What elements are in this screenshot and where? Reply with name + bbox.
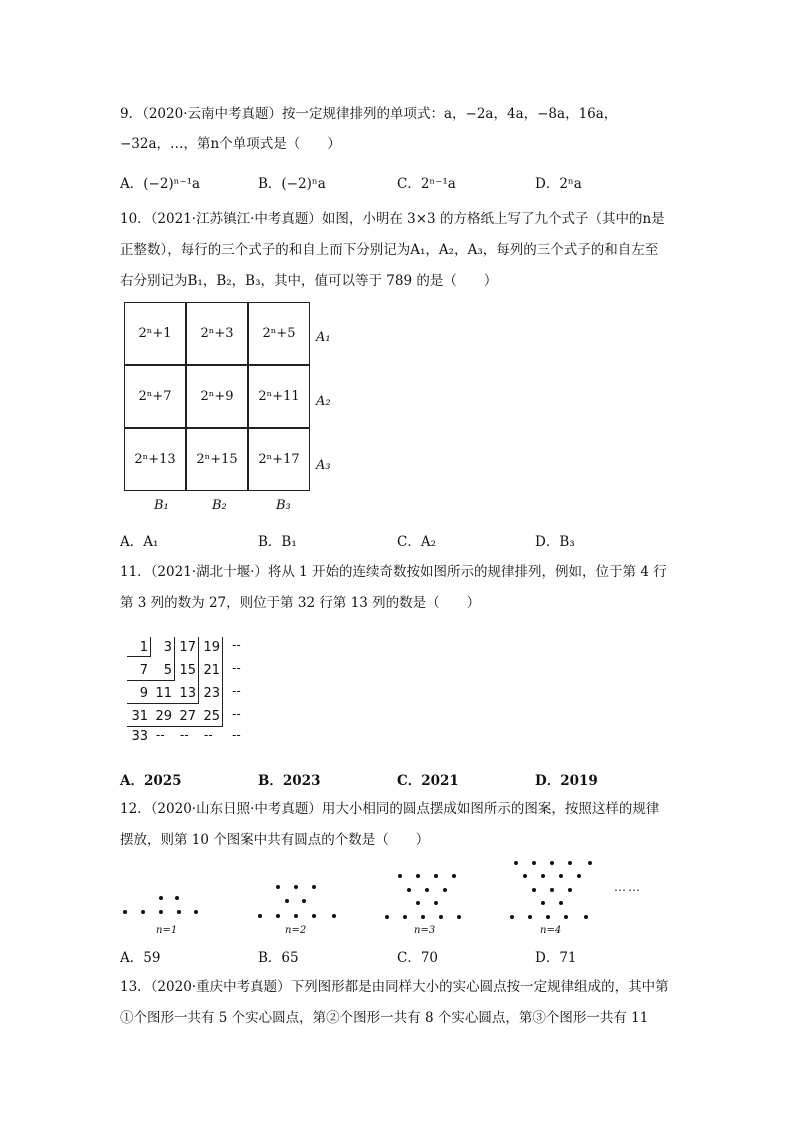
grid-cell: 2ⁿ+11 [248, 365, 310, 428]
q12-option-a[interactable]: A．59 [120, 950, 161, 966]
pattern-dot [550, 888, 554, 892]
q9-stem-line1: 9．（2020·云南中考真题）按一定规律排列的单项式：a，−2a，4a，−8a，16a， [120, 106, 618, 122]
table-cell: 25 [203, 709, 220, 724]
pattern-dot [559, 874, 563, 878]
pattern-ellipsis: …… [614, 880, 642, 894]
grid-cell: 2ⁿ+17 [248, 428, 310, 491]
row-label-a2: A₂ [316, 394, 331, 409]
q9-stem-line2: −32a，…，第n个单项式是（ ） [120, 136, 341, 152]
q11-stem-line2: 第 3 列的数为 27，则位于第 32 行第 13 列的数是（ ） [120, 595, 481, 611]
pattern-dot [434, 901, 438, 905]
pattern-dot [568, 888, 572, 892]
table-line [127, 703, 199, 704]
pattern-dot [312, 885, 316, 889]
q10-stem-line1: 10．（2021·江苏镇江·中考真题）如图，小明在 3×3 的方格纸上写了九个式子（其中的n是 [120, 211, 665, 227]
grid-cell: 2ⁿ+3 [186, 302, 248, 365]
q9-option-b[interactable]: B．(−2)ⁿa [258, 176, 326, 192]
pattern-dot [523, 874, 527, 878]
pattern-dot [421, 915, 425, 919]
pattern-dot [294, 914, 298, 918]
table-cell: 15 [179, 663, 196, 678]
q9-option-a[interactable]: A．(−2)ⁿ⁻¹a [120, 176, 201, 192]
q12-option-c[interactable]: C．70 [397, 950, 439, 966]
pattern-dot [584, 915, 588, 919]
pattern-dot [276, 885, 280, 889]
q10-stem-line2: 正整数），每行的三个式子的和自上而下分别记为A₁，A₂，A₃，每列的三个式子的和自左至 [120, 242, 659, 258]
pattern-dot [312, 914, 316, 918]
pattern-dot [510, 915, 514, 919]
q10-option-d[interactable]: D．B₃ [535, 534, 575, 550]
pattern-dot [564, 915, 568, 919]
q11-stem-line1: 11．（2021·湖北十堰·）将从 1 开始的连续奇数按如图所示的规律排列，例如，位于第 4 行 [120, 564, 667, 580]
table-dash: -- [180, 728, 189, 742]
pattern-dot [514, 861, 518, 865]
pattern-dot [439, 915, 443, 919]
pattern-dot [332, 914, 336, 918]
table-cell: 17 [179, 640, 196, 655]
grid-cell: 2ⁿ+5 [248, 302, 310, 365]
q12-option-d[interactable]: D．71 [535, 950, 577, 966]
table-dash: -- [232, 728, 241, 742]
pattern-dot [559, 901, 563, 905]
pattern-dot [550, 861, 554, 865]
q10-stem-line3: 右分别记为B₁，B₂，B₃，其中，值可以等于 789 的是（ ） [120, 273, 498, 289]
pattern-dot [434, 874, 438, 878]
pattern-dot [294, 885, 298, 889]
pattern-dot [258, 914, 262, 918]
table-cell: 33 [131, 729, 148, 744]
q11-option-a[interactable]: A．2025 [120, 773, 182, 789]
table-cell: 1 [139, 640, 148, 655]
table-line [198, 637, 199, 704]
table-dash: -- [232, 661, 241, 675]
pattern-label-n3: n=3 [414, 925, 436, 936]
pattern-dot [577, 874, 581, 878]
pattern-dot [528, 915, 532, 919]
pattern-dot [177, 910, 181, 914]
pattern-dot [403, 915, 407, 919]
col-label-b2: B₂ [212, 498, 227, 513]
table-cell: 7 [139, 663, 148, 678]
table-line [127, 656, 151, 657]
q10-option-a[interactable]: A．A₁ [120, 534, 159, 550]
table-cell: 31 [131, 709, 148, 724]
q10-option-c[interactable]: C．A₂ [397, 534, 436, 550]
col-label-b1: B₁ [154, 498, 169, 513]
pattern-dot [159, 896, 163, 900]
table-cell: 23 [203, 686, 220, 701]
grid-cell: 2ⁿ+13 [124, 428, 186, 491]
table-dash: -- [232, 684, 241, 698]
table-line [150, 637, 151, 657]
table-cell: 21 [203, 663, 220, 678]
table-dash: -- [156, 728, 165, 742]
q9-options [120, 172, 680, 192]
pattern-dot [407, 888, 411, 892]
q10-option-b[interactable]: B．B₁ [258, 534, 297, 550]
pattern-dot [302, 899, 306, 903]
pattern-dot [123, 910, 127, 914]
pattern-label-n1: n=1 [156, 925, 178, 936]
table-cell: 3 [163, 640, 172, 655]
pattern-dot [416, 874, 420, 878]
q11-option-d[interactable]: D．2019 [535, 773, 598, 789]
grid-cell: 2ⁿ+15 [186, 428, 248, 491]
q13-stem-line2: ①个图形一共有 5 个实心圆点，第②个图形一共有 8 个实心圆点，第③个图形一共有 11 [120, 1010, 649, 1026]
col-label-b3: B₃ [276, 498, 291, 513]
table-cell: 13 [179, 686, 196, 701]
pattern-dot [141, 910, 145, 914]
row-label-a1: A₁ [316, 330, 331, 345]
pattern-dot [532, 888, 536, 892]
pattern-dot [541, 874, 545, 878]
pattern-dot [416, 901, 420, 905]
pattern-label-n2: n=2 [285, 925, 307, 936]
table-line [127, 680, 175, 681]
q12-stem-line2: 摆放，则第 10 个图案中共有圆点的个数是（ ） [120, 832, 430, 848]
table-dash: -- [204, 728, 213, 742]
pattern-label-n4: n=4 [540, 925, 562, 936]
pattern-dot [385, 915, 389, 919]
q9-option-d[interactable]: D．2ⁿa [535, 176, 582, 192]
q11-option-c[interactable]: C．2021 [397, 773, 459, 789]
q11-option-b[interactable]: B．2023 [258, 773, 321, 789]
pattern-dot [532, 861, 536, 865]
q11-options [120, 769, 680, 789]
table-cell: 29 [155, 709, 172, 724]
pattern-dot [159, 910, 163, 914]
table-line [127, 726, 223, 727]
pattern-dot [452, 874, 456, 878]
pattern-dot [285, 899, 289, 903]
pattern-dot [457, 915, 461, 919]
grid-cell: 2ⁿ+7 [124, 365, 186, 428]
q13-stem-line1: 13．（2020·重庆中考真题）下列图形都是由同样大小的实心圆点按一定规律组成的，其中第 [120, 979, 669, 995]
pattern-dot [568, 861, 572, 865]
grid-cell: 2ⁿ+1 [124, 302, 186, 365]
table-cell: 19 [203, 640, 220, 655]
q9-option-c[interactable]: C．2ⁿ⁻¹a [397, 176, 456, 192]
table-line [174, 637, 175, 681]
q12-options [120, 946, 680, 966]
pattern-dot [194, 910, 198, 914]
table-cell: 9 [139, 686, 148, 701]
q12-option-b[interactable]: B．65 [258, 950, 299, 966]
pattern-dot [541, 901, 545, 905]
row-label-a3: A₃ [316, 458, 331, 473]
table-dash: -- [232, 707, 241, 721]
pattern-dot [276, 914, 280, 918]
pattern-dot [425, 888, 429, 892]
table-dash: -- [232, 638, 241, 652]
table-cell: 5 [163, 663, 172, 678]
pattern-dot [588, 861, 592, 865]
table-cell: 27 [179, 709, 196, 724]
q12-stem-line1: 12．（2020·山东日照·中考真题）用大小相同的圆点摆成如图所示的图案，按照这样的规律 [120, 801, 660, 817]
q10-options [120, 530, 680, 550]
table-cell: 11 [155, 686, 172, 701]
pattern-dot [546, 915, 550, 919]
pattern-dot [398, 874, 402, 878]
pattern-dot [175, 896, 179, 900]
grid-cell: 2ⁿ+9 [186, 365, 248, 428]
table-line [222, 637, 223, 727]
pattern-dot [443, 888, 447, 892]
q10-grid [124, 302, 310, 492]
